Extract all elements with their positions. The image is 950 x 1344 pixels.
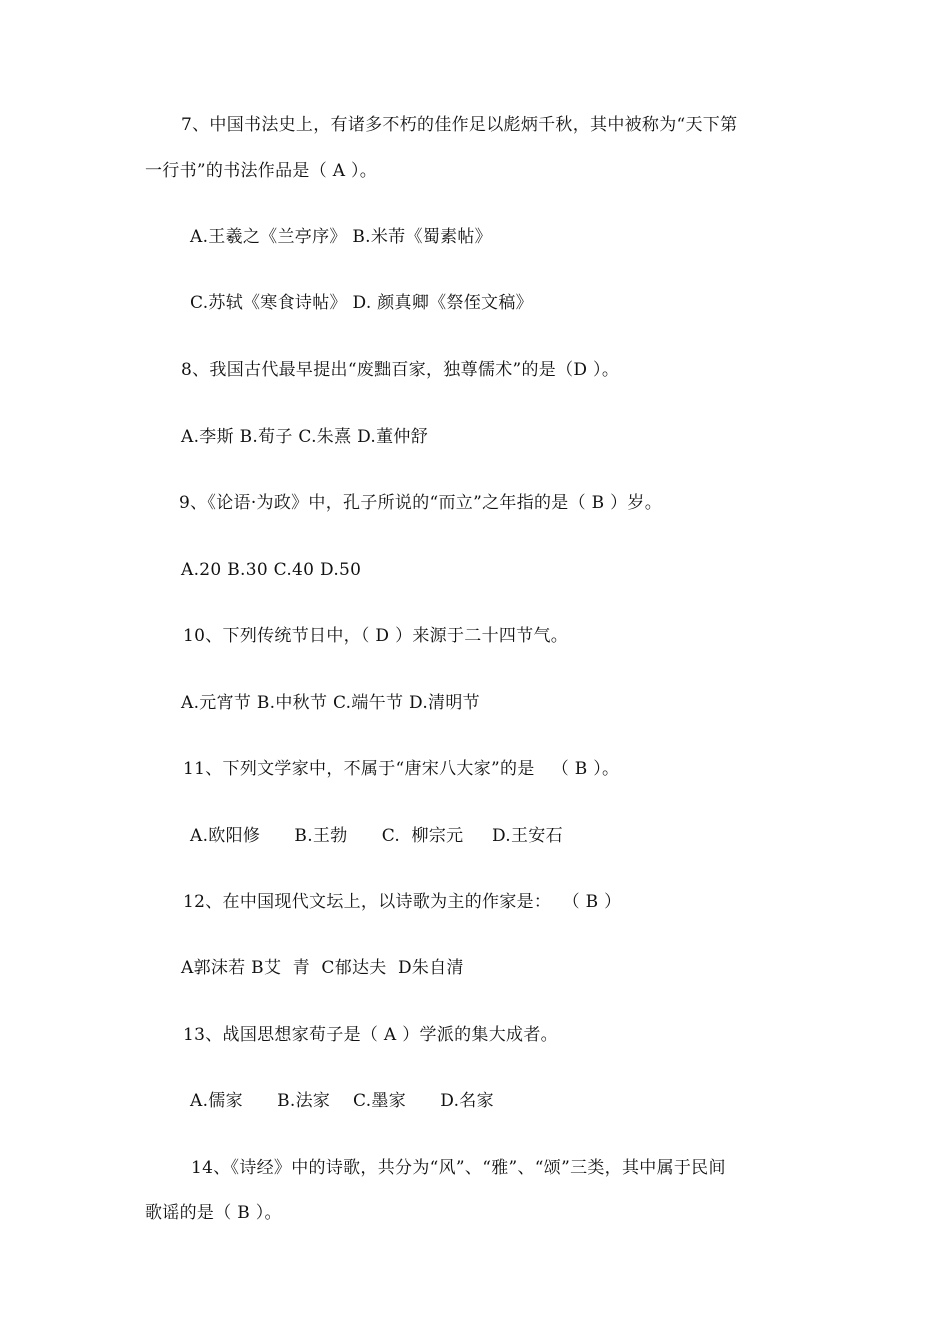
question-9-stem: 9、《论语·为政》中，孔子所说的“而立”之年指的是（ B ）岁。 (179, 493, 663, 513)
question-7-stem-line-2: 一行书”的书法作品是（ A ）。 (145, 161, 378, 181)
question-9-options: A.20 B.30 C.40 D.50 (181, 560, 362, 580)
question-12-options: A郭沫若 B艾 青 C郁达夫 D朱自清 (181, 958, 464, 978)
question-13-stem: 13、战国思想家荀子是（ A ）学派的集大成者。 (183, 1025, 558, 1045)
question-11-stem: 11、下列文学家中，不属于“唐宋八大家”的是 （ B ）。 (183, 759, 620, 779)
question-7-options-line-1: A.王羲之《兰亭序》 B.米芾《蜀素帖》 (190, 227, 492, 247)
question-8-stem: 8、我国古代最早提出“废黜百家，独尊儒术”的是（D ）。 (181, 360, 620, 380)
question-7-stem-line-1: 7、中国书法史上，有诸多不朽的佳作足以彪炳千秋，其中被称为“天下第 (181, 115, 738, 135)
question-14-stem-line-1: 14、《诗经》中的诗歌，共分为“风”、“雅”、“颂”三类，其中属于民间 (191, 1158, 726, 1178)
question-10-options: A.元宵节 B.中秋节 C.端午节 D.清明节 (181, 693, 480, 713)
question-7-options-line-2: C.苏轼《寒食诗帖》 D. 颜真卿《祭侄文稿》 (190, 293, 533, 313)
question-13-options: A.儒家 B.法家 C.墨家 D.名家 (190, 1091, 494, 1111)
question-10-stem: 10、下列传统节日中，（ D ）来源于二十四节气。 (183, 626, 569, 646)
question-11-options: A.欧阳修 B.王勃 C. 柳宗元 D.王安石 (190, 826, 563, 846)
question-8-options: A.李斯 B.荀子 C.朱熹 D.董仲舒 (181, 427, 429, 447)
question-14-stem-line-2: 歌谣的是（ B ）。 (145, 1203, 282, 1223)
question-12-stem: 12、在中国现代文坛上，以诗歌为主的作家是： （ B ） (183, 892, 622, 912)
